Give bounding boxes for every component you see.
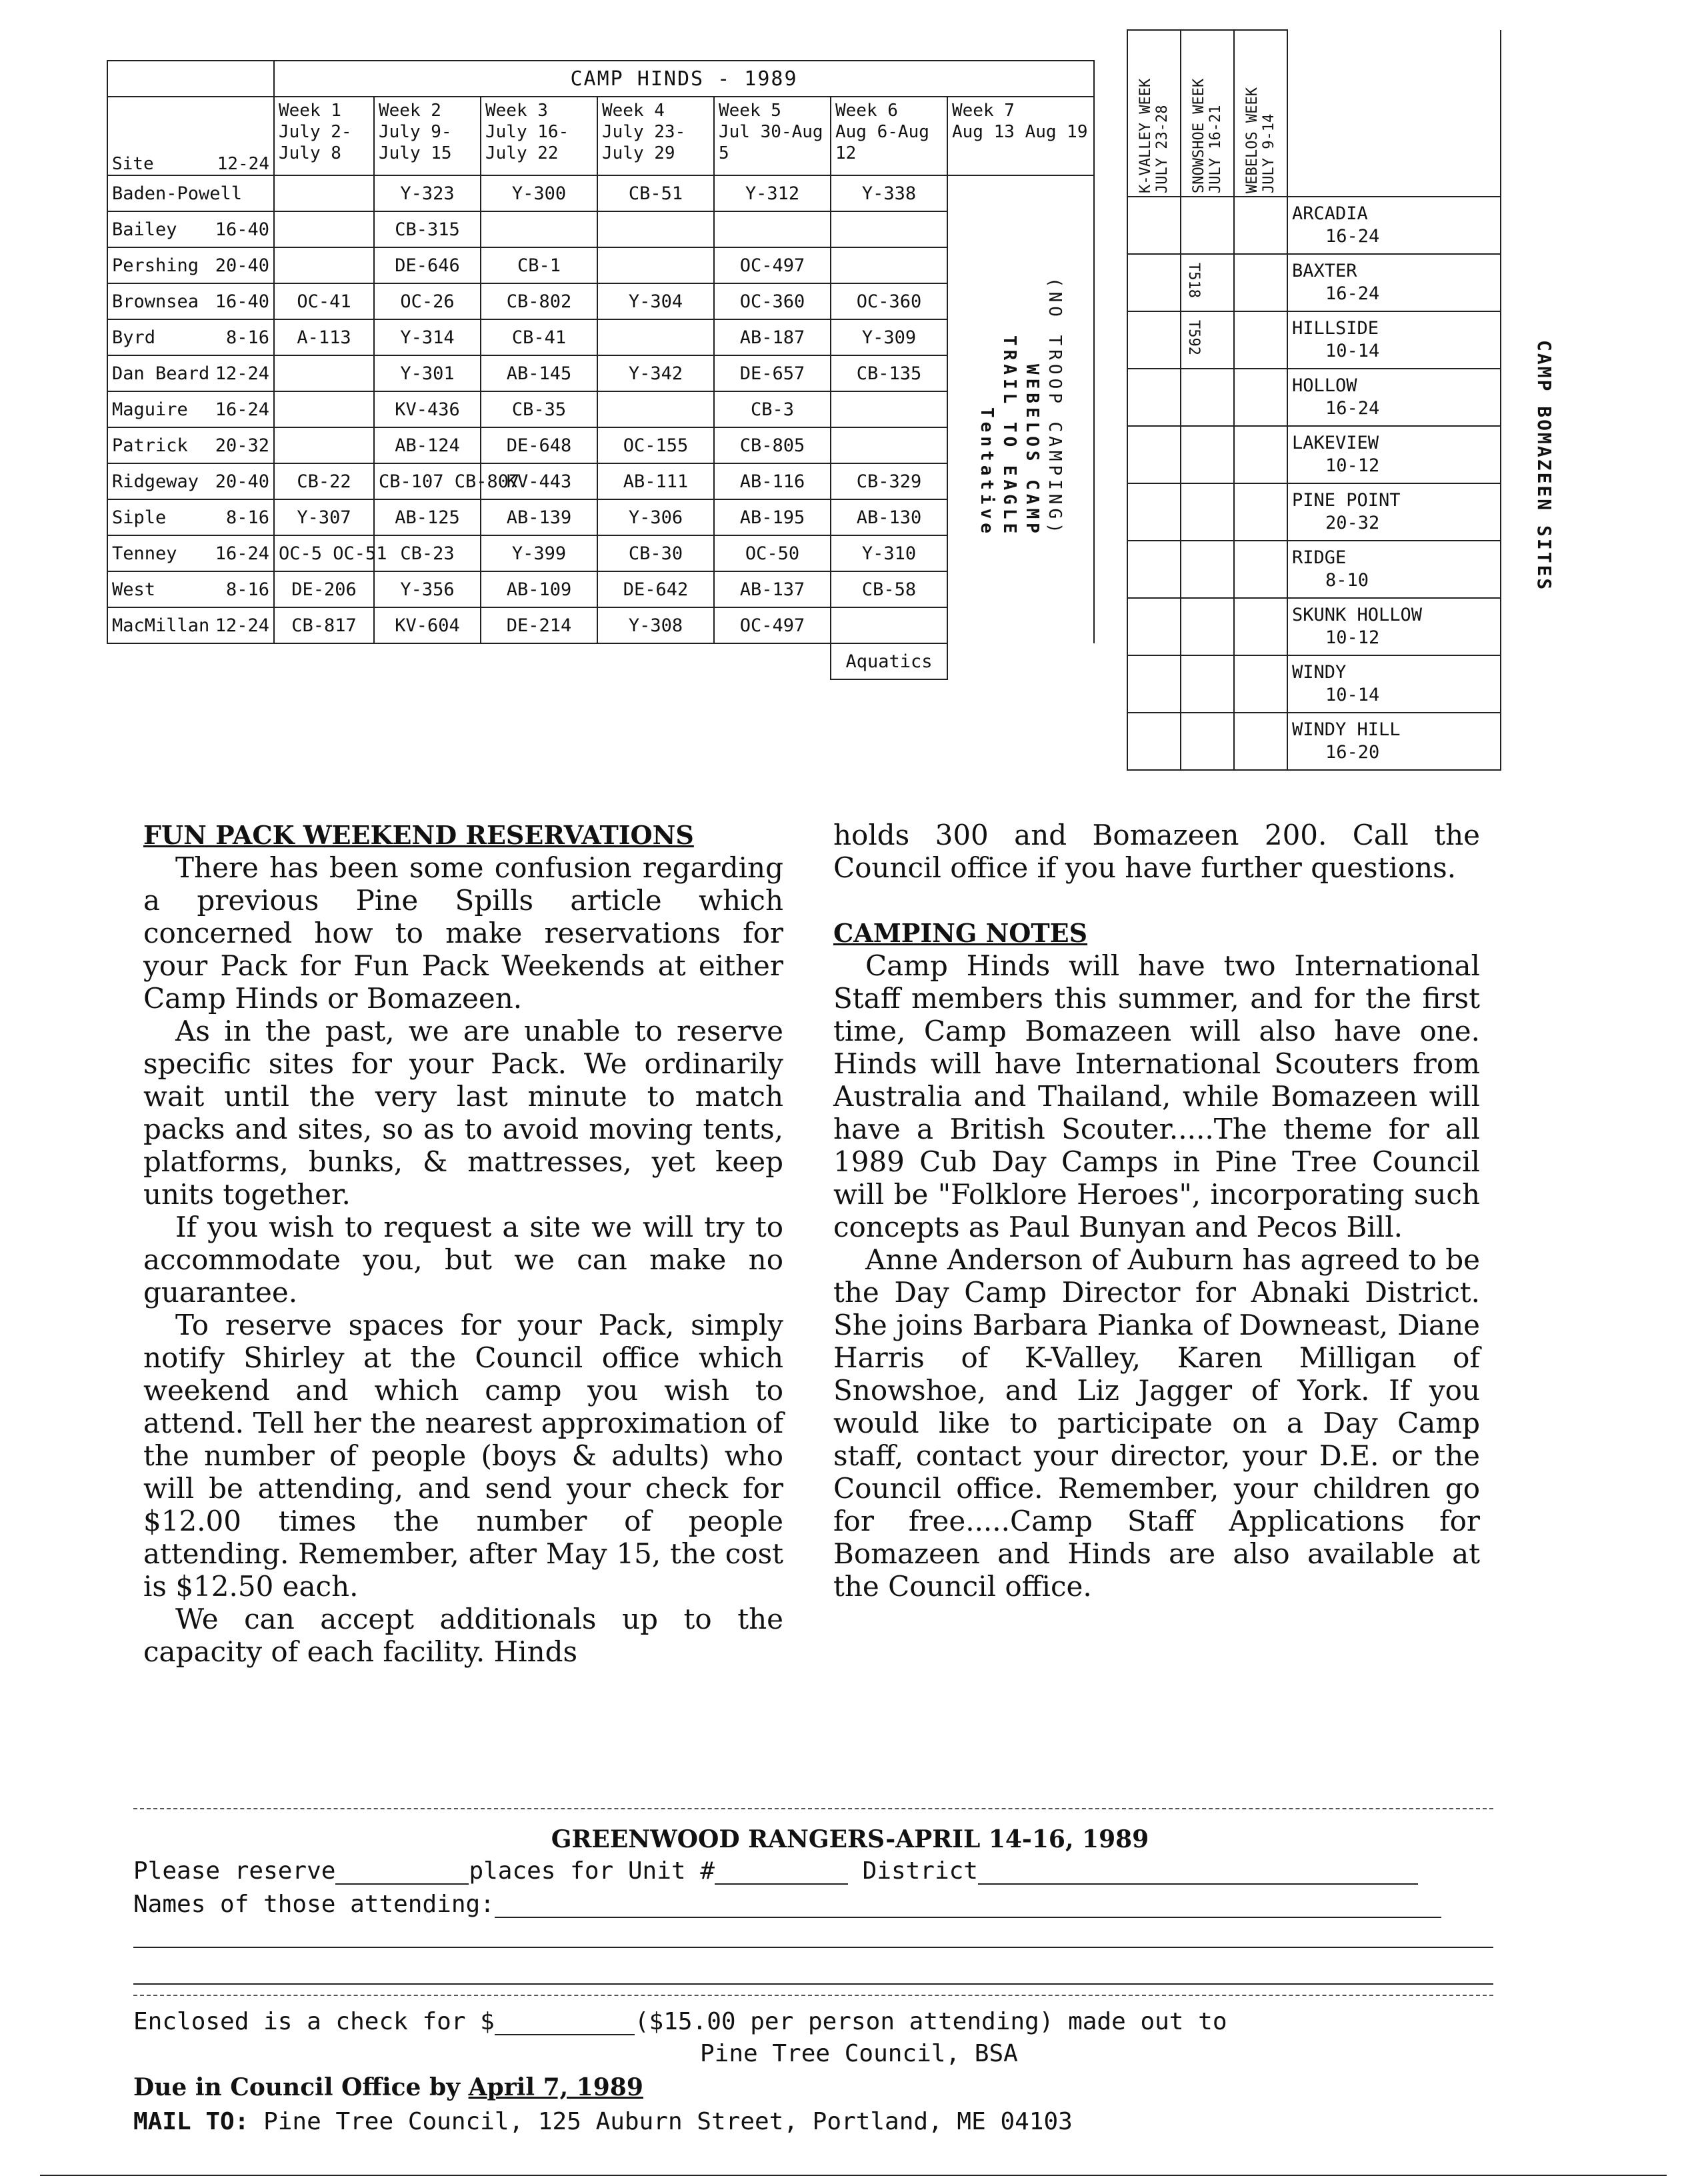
site-cell [107, 607, 274, 643]
unit-label: places for Unit # [469, 1857, 715, 1885]
site-range: 20-40 [215, 255, 269, 276]
troop-cell: CB-315 [374, 211, 481, 247]
article-paragraph: To reserve spaces for your Pack, simply notify Shirley at the Council office which weekend and which camp you wish to attend. Tell her the nearest approximation of the number of people (boys & adults) who will be attending, and send your check for $12.00 times the number of people attending. Remember, after May 15, the cost is $12.50 each. [143, 1309, 783, 1603]
check-line [133, 2008, 1227, 2035]
table-row [107, 175, 1094, 211]
troop-cell: CB-23 [374, 535, 481, 571]
bomazeen-mark-cell [1127, 426, 1181, 483]
bomazeen-mark-cell [1181, 541, 1234, 598]
site-column-header: Site [112, 154, 154, 174]
troop-cell: CB-1 [481, 247, 597, 283]
site-name: BAXTER [1292, 261, 1357, 281]
bomazeen-site-cell [1287, 598, 1501, 655]
bomazeen-mark-cell [1181, 426, 1234, 483]
site-cell [107, 283, 274, 319]
table-row [1127, 598, 1501, 655]
site-name: Pershing [112, 255, 199, 276]
site-name: HILLSIDE [1292, 318, 1379, 339]
site-name: Bailey [112, 219, 177, 240]
site-range: 10-12 [1325, 455, 1380, 476]
troop-cell: Y-338 [831, 175, 947, 211]
divider [133, 1995, 1493, 1996]
troop-cell: AB-139 [481, 499, 597, 535]
site-cell [107, 247, 274, 283]
camping-notes-heading: CAMPING NOTES [833, 918, 1088, 948]
names-label: Names of those attending: [133, 1891, 495, 1918]
mail-label: MAIL TO: [133, 2108, 249, 2135]
week-label: Week 6 [835, 101, 898, 121]
troop-cell [597, 319, 714, 355]
week-header-3 [481, 97, 597, 175]
troop-cell: Y-312 [714, 175, 831, 211]
bomazeen-mark-cell [1234, 655, 1287, 713]
troop-cell: OC-50 [714, 535, 831, 571]
table-row [1127, 254, 1501, 311]
troop-cell: DE-642 [597, 571, 714, 607]
troop-cell: Y-309 [831, 319, 947, 355]
week-dates: JULY 16-21 [1207, 105, 1224, 193]
troop-cell [597, 211, 714, 247]
bomazeen-mark: T518 [1185, 263, 1202, 298]
form-title: GREENWOOD RANGERS-APRIL 14-16, 1989 [551, 1825, 1149, 1853]
week7-note-cell [947, 175, 1094, 643]
table-row [1127, 713, 1501, 770]
names-blank[interactable] [495, 1894, 1441, 1918]
bomazeen-mark-cell [1181, 598, 1234, 655]
site-name: Patrick [112, 435, 188, 456]
site-range: 8-16 [225, 579, 269, 600]
bomazeen-mark: T592 [1185, 320, 1202, 355]
bomazeen-site-cell [1287, 655, 1501, 713]
site-range: 20-40 [215, 471, 269, 492]
troop-cell: AB-124 [374, 427, 481, 463]
aquatics-row [107, 643, 1094, 679]
site-name: RIDGE [1292, 547, 1347, 568]
week7-line-4: (NO TROOP CAMPING) [1045, 277, 1065, 537]
site-range: 8-16 [225, 507, 269, 528]
due-label: Due in Council Office by [133, 2073, 461, 2101]
week7-line-3: WEBELOS CAMP [1022, 364, 1042, 537]
check-label: Enclosed is a check for $ [133, 2008, 495, 2035]
due-line [133, 2073, 643, 2101]
troop-cell [831, 211, 947, 247]
site-range: 8-10 [1325, 570, 1369, 591]
troop-cell: Y-314 [374, 319, 481, 355]
troop-cell: Y-301 [374, 355, 481, 391]
troop-cell [831, 607, 947, 643]
troop-cell: Y-310 [831, 535, 947, 571]
week-header-2 [374, 97, 481, 175]
continuation-paragraph: holds 300 and Bomazeen 200. Call the Council office if you have further questions. [833, 819, 1480, 884]
week-dates: July 9-July 15 [379, 122, 452, 163]
week-label: Week 5 [719, 101, 781, 121]
troop-cell: AB-145 [481, 355, 597, 391]
article-paragraph: Camp Hinds will have two International Staff members this summer, and for the first time, Camp Bomazeen will also have one. Hinds will have International Scouters from Australia and Thailand, while Bomazeen will have a British Scouter.....The theme for all 1989 Cub Day Camps in Pine Tree Council will be "Folklore Heroes", incorporating such concepts as Paul Bunyan and Pecos Bill. [833, 949, 1480, 1243]
site-range: 10-12 [1325, 627, 1380, 648]
bomazeen-site-cell [1287, 426, 1501, 483]
bomazeen-mark-cell [1181, 483, 1234, 541]
troop-cell: KV-604 [374, 607, 481, 643]
bomazeen-site-cell [1287, 541, 1501, 598]
hinds-title: CAMP HINDS - 1989 [274, 61, 1094, 97]
troop-cell: AB-187 [714, 319, 831, 355]
table-row [107, 607, 1094, 643]
table-row [107, 463, 1094, 499]
divider [133, 1808, 1493, 1809]
site-range: 16-24 [1325, 226, 1380, 247]
bomazeen-mark-cell [1127, 369, 1181, 426]
site-name: Tenney [112, 543, 177, 564]
table-row [1127, 197, 1501, 254]
article-paragraph: If you wish to request a site we will try to accommodate you, but we can make no guarantee. [143, 1211, 783, 1309]
site-cell [107, 175, 274, 211]
week-name: K-VALLEY WEEK [1137, 78, 1154, 193]
troop-cell: KV-436 [374, 391, 481, 427]
troop-cell: Y-399 [481, 535, 597, 571]
site-name: LAKEVIEW [1292, 433, 1379, 453]
site-name: Baden-Powell [112, 183, 243, 204]
troop-cell: AB-195 [714, 499, 831, 535]
bomazeen-mark-cell [1127, 598, 1181, 655]
site-cell [107, 535, 274, 571]
troop-cell: AB-111 [597, 463, 714, 499]
site-name: WINDY [1292, 662, 1347, 683]
site-cell [107, 391, 274, 427]
site-name: MacMillan [112, 615, 210, 636]
hinds-header-row [107, 97, 1094, 175]
week-label: Week 1 [279, 101, 341, 121]
bottom-rule [40, 2175, 1667, 2176]
bomazeen-mark-cell [1234, 426, 1287, 483]
district-label: District [862, 1857, 978, 1885]
site-name: Ridgeway [112, 471, 199, 492]
site-range: 20-32 [215, 435, 269, 456]
troop-cell: Y-300 [481, 175, 597, 211]
bomazeen-sites-title: CAMP BOMAZEEN SITES [1533, 340, 1555, 592]
week7-line-2: TRAIL TO EAGLE [999, 335, 1019, 537]
bomazeen-mark-cell [1181, 713, 1234, 770]
table-row [1127, 483, 1501, 541]
bomazeen-mark-cell [1127, 311, 1181, 369]
bomazeen-site-cell [1287, 311, 1501, 369]
bomazeen-mark-cell [1127, 541, 1181, 598]
hinds-table [107, 60, 1095, 680]
site-range: 16-40 [215, 219, 269, 240]
table-row [107, 211, 1094, 247]
troop-cell: CB-41 [481, 319, 597, 355]
table-row [1127, 311, 1501, 369]
site-range: 12-24 [215, 615, 269, 636]
troop-cell: Y-304 [597, 283, 714, 319]
site-name: SKUNK HOLLOW [1292, 605, 1423, 625]
site-range: 12-24 [215, 363, 269, 384]
reserve-line [133, 1857, 1418, 1885]
troop-cell: CB-22 [274, 463, 374, 499]
site-cell [107, 427, 274, 463]
troop-cell: KV-443 [481, 463, 597, 499]
table-row [107, 319, 1094, 355]
week-label: Week 2 [379, 101, 441, 121]
troop-cell: Y-307 [274, 499, 374, 535]
bomazeen-week-header [1127, 30, 1181, 197]
troop-cell: A-113 [274, 319, 374, 355]
site-range: 10-14 [1325, 685, 1380, 705]
reserve-label: Please reserve [133, 1857, 336, 1885]
troop-cell: DE-214 [481, 607, 597, 643]
week-dates: July 16-July 22 [485, 122, 569, 163]
site-range: 16-24 [215, 543, 269, 564]
fun-pack-heading: FUN PACK WEEKEND RESERVATIONS [143, 820, 694, 850]
site-name: Dan Beard [112, 363, 210, 384]
site-name: PINE POINT [1292, 490, 1401, 511]
table-row [1127, 541, 1501, 598]
troop-cell [481, 211, 597, 247]
troop-cell [831, 427, 947, 463]
troop-cell: OC-360 [831, 283, 947, 319]
troop-cell: DE-648 [481, 427, 597, 463]
week-name: WEBELOS WEEK [1244, 87, 1261, 193]
troop-cell: CB-817 [274, 607, 374, 643]
week-label: Week 3 [485, 101, 548, 121]
site-range: 16-24 [215, 399, 269, 420]
table-row [107, 571, 1094, 607]
bomazeen-mark-cell [1234, 254, 1287, 311]
table-row [107, 427, 1094, 463]
bomazeen-mark-cell [1234, 311, 1287, 369]
unit-blank[interactable] [715, 1861, 848, 1885]
week-header-5 [714, 97, 831, 175]
article-paragraph: There has been some confusion regarding a previous Pine Spills article which concerned how to make reservations for your Pack for Fun Pack Weekends at either Camp Hinds or Bomazeen. [143, 851, 783, 1015]
table-row [107, 499, 1094, 535]
table-row [107, 535, 1094, 571]
bomazeen-mark-cell [1181, 197, 1234, 254]
bomazeen-week-header [1181, 30, 1234, 197]
site-range: 10-14 [1325, 341, 1380, 361]
table-row [107, 355, 1094, 391]
troop-cell: CB-35 [481, 391, 597, 427]
site-cell [107, 463, 274, 499]
troop-cell: OC-497 [714, 247, 831, 283]
site-cell [107, 499, 274, 535]
week-name: SNOWSHOE WEEK [1191, 78, 1207, 193]
troop-cell: AB-130 [831, 499, 947, 535]
week-label: Week 4 [602, 101, 665, 121]
article-paragraph: We can accept additionals up to the capacity of each facility. Hinds [143, 1603, 783, 1668]
troop-cell: CB-135 [831, 355, 947, 391]
table-row [1127, 426, 1501, 483]
week-header-6 [831, 97, 947, 175]
site-cell [107, 319, 274, 355]
bomazeen-mark-cell [1127, 655, 1181, 713]
bomazeen-week-header [1234, 30, 1287, 197]
week-header-7 [947, 97, 1094, 175]
troop-cell: CB-805 [714, 427, 831, 463]
troop-cell: AB-116 [714, 463, 831, 499]
troop-cell: OC-26 [374, 283, 481, 319]
site-name: Brownsea [112, 291, 199, 312]
troop-cell: DE-206 [274, 571, 374, 607]
table-row [1127, 369, 1501, 426]
bomazeen-mark-cell [1127, 483, 1181, 541]
bomazeen-mark-cell [1127, 197, 1181, 254]
site-range: 16-24 [1325, 398, 1380, 419]
troop-cell [714, 211, 831, 247]
bomazeen-mark-cell [1234, 369, 1287, 426]
amount-blank[interactable] [495, 2011, 635, 2035]
site-name: WINDY HILL [1292, 719, 1401, 740]
bomazeen-site-cell [1287, 713, 1501, 770]
week-dates: JULY 23-28 [1154, 105, 1171, 193]
bomazeen-site-cell [1287, 254, 1501, 311]
week-dates: Aug 6-Aug 12 [835, 122, 929, 163]
troop-cell [274, 211, 374, 247]
site-range: 16-40 [215, 291, 269, 312]
fun-pack-article [143, 819, 783, 1668]
troop-cell: AB-125 [374, 499, 481, 535]
bomazeen-site-cell [1287, 483, 1501, 541]
site-name: Maguire [112, 399, 188, 420]
week-label: Week 7 [952, 101, 1015, 121]
mail-line [133, 2108, 1073, 2135]
names-blank-3[interactable] [133, 1983, 1493, 1985]
troop-cell: DE-646 [374, 247, 481, 283]
troop-cell: CB-329 [831, 463, 947, 499]
troop-cell: Y-306 [597, 499, 714, 535]
troop-cell: CB-30 [597, 535, 714, 571]
week-dates: July 2-July 8 [279, 122, 352, 163]
names-line [133, 1891, 1441, 1918]
week-dates: Aug 13 Aug 19 [952, 122, 1088, 142]
site-header-range: 12-24 [217, 154, 269, 174]
troop-cell: OC-41 [274, 283, 374, 319]
troop-cell: Y-308 [597, 607, 714, 643]
troop-cell: CB-107 CB-807 [374, 463, 481, 499]
aquatics-label: Aquatics [831, 643, 947, 679]
troop-cell: AB-109 [481, 571, 597, 607]
week7-line-1: Tentative [977, 407, 997, 537]
site-range: 20-32 [1325, 513, 1380, 533]
site-range: 16-24 [1325, 283, 1380, 304]
troop-cell [274, 427, 374, 463]
places-blank[interactable] [335, 1861, 469, 1885]
table-row [1127, 655, 1501, 713]
troop-cell [831, 247, 947, 283]
bomazeen-site-cell [1287, 197, 1501, 254]
site-range: 8-16 [225, 327, 269, 348]
bomazeen-mark-cell [1234, 197, 1287, 254]
camping-notes-article [833, 819, 1480, 1603]
camp-bomazeen-table [1127, 29, 1500, 771]
troop-cell [597, 247, 714, 283]
site-name: West [112, 579, 156, 600]
troop-cell [274, 355, 374, 391]
troop-cell: OC-5 OC-51 [274, 535, 374, 571]
bomazeen-mark-cell [1181, 655, 1234, 713]
site-name: Siple [112, 507, 167, 528]
bomazeen-mark-cell [1234, 713, 1287, 770]
bomazeen-mark-cell [1127, 254, 1181, 311]
site-name: Byrd [112, 327, 156, 348]
site-cell [107, 211, 274, 247]
district-blank[interactable] [978, 1861, 1418, 1885]
troop-cell: CB-3 [714, 391, 831, 427]
site-cell [107, 571, 274, 607]
troop-cell: OC-155 [597, 427, 714, 463]
troop-cell: CB-802 [481, 283, 597, 319]
bomazeen-header-row [1127, 30, 1501, 197]
week-header-4 [597, 97, 714, 175]
troop-cell: Y-323 [374, 175, 481, 211]
troop-cell: DE-657 [714, 355, 831, 391]
troop-cell [597, 391, 714, 427]
check-note: ($15.00 per person attending) made out to [634, 2008, 1227, 2035]
site-cell [107, 355, 274, 391]
site-range: 16-20 [1325, 742, 1380, 763]
names-blank-2[interactable] [133, 1947, 1493, 1948]
week-dates: July 23-July 29 [602, 122, 686, 163]
bomazeen-mark-cell [1127, 713, 1181, 770]
bomazeen-mark-cell [1181, 311, 1234, 369]
troop-cell: CB-58 [831, 571, 947, 607]
troop-cell [274, 391, 374, 427]
due-date: April 7, 1989 [468, 2073, 643, 2101]
bomazeen-mark-cell [1234, 483, 1287, 541]
table-row [107, 247, 1094, 283]
site-name: ARCADIA [1292, 203, 1368, 224]
bomazeen-mark-cell [1234, 598, 1287, 655]
article-paragraph: As in the past, we are unable to reserve specific sites for your Pack. We ordinarily wait until the very last minute to match packs and sites, so as to avoid moving tents, platforms, bunks, & mattresses, yet keep units together. [143, 1015, 783, 1211]
troop-cell: CB-51 [597, 175, 714, 211]
article-paragraph: Anne Anderson of Auburn has agreed to be the Day Camp Director for Abnaki District. She joins Barbara Pianka of Downeast, Diane Harris of K-Valley, Karen Milligan of Snowshoe, and Liz Jagger of York. If you would like to participate on a Day Camp staff, contact your director, your D.E. or the Council office. Remember, your children go for free.....Camp Staff Applications for Bomazeen and Hinds are also available at the Council office. [833, 1243, 1480, 1603]
bomazeen-mark-cell [1234, 541, 1287, 598]
troop-cell: AB-137 [714, 571, 831, 607]
week-header-1 [274, 97, 374, 175]
troop-cell [274, 175, 374, 211]
troop-cell: OC-360 [714, 283, 831, 319]
troop-cell: OC-497 [714, 607, 831, 643]
bomazeen-site-cell [1287, 369, 1501, 426]
troop-cell: Y-342 [597, 355, 714, 391]
table-row [107, 283, 1094, 319]
site-name: HOLLOW [1292, 375, 1357, 396]
bomazeen-mark-cell [1181, 254, 1234, 311]
bomazeen-table [1127, 29, 1501, 771]
bomazeen-mark-cell [1181, 369, 1234, 426]
troop-cell: Y-356 [374, 571, 481, 607]
mail-address: Pine Tree Council, 125 Auburn Street, Portland, ME 04103 [263, 2108, 1073, 2135]
troop-cell [274, 247, 374, 283]
table-row [107, 391, 1094, 427]
troop-cell [831, 391, 947, 427]
week-dates: JULY 9-14 [1261, 113, 1277, 193]
week-dates: Jul 30-Aug 5 [719, 122, 823, 163]
payee: Pine Tree Council, BSA [700, 2040, 1018, 2067]
camp-hinds-schedule [107, 60, 1093, 680]
